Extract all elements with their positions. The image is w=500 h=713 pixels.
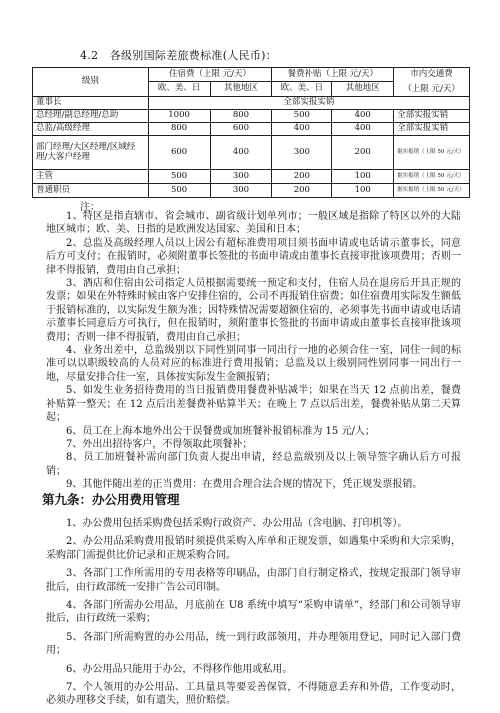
lodging-other: 300 — [210, 170, 272, 184]
note-item: 8、员工加班餐补需向部门负责人提出申请，经总监级别及以上领导签字确认后方可报销； — [46, 452, 461, 477]
note-item: 4、业务出差中，总监级别以下同性别同事一同出行一地的必须合住一室，同住一间的标准可以以职级较高的人员对应的标准进行费用报销；总监及以上级别同性别同事一同出行一地，尽量安排合住一室，具体按实际发生金额报销； — [46, 345, 461, 383]
lodging-euro: 1000 — [148, 110, 210, 123]
transport: 据实报销（上限 50 元/天） — [394, 136, 470, 170]
row-level: 部门经理/大区经理/区域经理/大客户经理 — [33, 136, 149, 170]
chairman-level: 董事长 — [33, 97, 149, 110]
lodging-other: 800 — [210, 110, 272, 123]
office-item: 6、办公用品只能用于办公，不得移作他用或私用。 — [66, 663, 293, 675]
header-lodging: 住宿费（上限 元/天） — [148, 68, 272, 82]
office-item: 5、各部门所需购置的办公用品，统一到行政部领用，并办理领用登记，同时记入部门费用； — [46, 631, 461, 657]
lodging-euro: 500 — [148, 184, 210, 198]
lodging-other: 400 — [210, 136, 272, 170]
lodging-euro: 500 — [148, 170, 210, 184]
table-row — [33, 170, 470, 184]
lodging-other: 600 — [210, 123, 272, 136]
transport: 全部实报实销 — [394, 123, 470, 136]
section-title: 4.2 各级别国际差旅费标准(人民币)： — [80, 49, 278, 62]
row-level: 总经理/副总经理/总助 — [33, 110, 149, 123]
note-item: 5、如发生业务招待费用的当日报销费用餐费补贴减半；如果在当天 12 点前出差，餐费补贴算一整天；在 12 点后出差餐费补贴算半天；在晚上 7 点以后出差，餐费补贴从第二天算起； — [46, 385, 461, 424]
meal-other: 200 — [332, 136, 394, 170]
meal-euro: 400 — [272, 123, 332, 136]
header-transport-title: 市内交通费 — [410, 68, 453, 79]
note-item: 3、酒店和住宿由公司指定人员根据需要统一预定和支付，住宿人员在退房后开具正规的发票；如果在外特殊时候由客户安排住宿的，公司不再报销住宿费；如住宿费用实际发生额低于报销标准的，以实际发生额为准；因特殊情况需要超额住宿的，必须事先书面申请或电话请示董事长同意后方可执行，但在报销时，须附董事长签批的书面申请或由董事长直接审批该项费用；否则一律不得报销，费用由自己承担； — [46, 278, 461, 343]
section-heading: 第九条：办公用费用管理 — [42, 492, 180, 507]
row-level: 普通职员 — [33, 184, 149, 198]
meal-other: 400 — [332, 123, 394, 136]
travel-rate-table — [32, 67, 470, 198]
office-item: 4、各部门所需办公用品，月底前在 U8 系统中填写“采购申请单”，经部门和公司领导审批后，由行政统一采购； — [46, 600, 461, 625]
office-item: 1、办公费用包括采购费包括采购行政资产、办公用品（含电脑、打印机等）。 — [66, 518, 408, 529]
table-row — [33, 110, 470, 123]
transport: 全部实报实销 — [394, 110, 470, 123]
notes-list — [46, 210, 461, 492]
meal-euro: 300 — [272, 136, 332, 170]
chairman-span: 全部实报实销 — [148, 97, 469, 110]
sub-meal-euro: 欧、美、日 — [272, 82, 332, 97]
lodging-euro: 600 — [148, 136, 210, 170]
row-level: 主管 — [33, 170, 149, 184]
transport: 据实报销（上限 50 元/天） — [394, 184, 470, 198]
note-item: 9、其他伴随出差的正当费用：在费用合理合法合规的情况下，凭正规发票报销。 — [66, 479, 423, 491]
row-level: 总监/高级经理 — [33, 123, 149, 136]
sub-lodging-other: 其他地区 — [210, 82, 272, 97]
meal-euro: 500 — [272, 110, 332, 123]
note-item: 2、总监及高级经理人员以上因公有超标准费用项目须书面申请或电话请示董事长，同意后方可支付；在报销时，必须附董事长签批的书面申请或由董事长直接审批该项费用；否则一律不得报销，费用由自己承担； — [46, 237, 461, 276]
lodging-euro: 800 — [148, 123, 210, 136]
note-item: 6、员工在上海本地外出公干误餐费或加班餐补报销标准为 15 元/人； — [66, 425, 375, 437]
meal-euro: 200 — [272, 170, 332, 184]
lodging-other: 300 — [210, 184, 272, 198]
office-item: 3、各部门工作所需用的专用表格等印刷品，由部门自行制定格式，按规定报部门领导审批后，由行政部统一安排广告公司印制。 — [46, 568, 461, 593]
meal-other: 400 — [332, 110, 394, 123]
meal-other: 100 — [332, 184, 394, 198]
header-meal: 餐费补贴（上限 元/天） — [272, 68, 394, 82]
header-transport — [394, 68, 470, 97]
meal-other: 100 — [332, 170, 394, 184]
note-item: 1、特区是指直辖市、省会城市、副省级计划单列市；一般区域是指除了特区以外的大陆地区城市；欧、美、日指的是欧洲发达国家、美国和日本； — [46, 211, 461, 236]
meal-euro: 200 — [272, 184, 332, 198]
table-row — [33, 184, 470, 198]
note-item: 7、外出出招待客户，不得领取此项餐补； — [66, 438, 253, 450]
sub-meal-other: 其他地区 — [332, 82, 394, 97]
sub-lodging-euro: 欧、美、日 — [148, 82, 210, 97]
table-row — [33, 136, 470, 170]
header-transport-unit: （上限 元/天） — [403, 83, 460, 94]
office-item: 2、办公用品采购费用报销时须提供采购入库单和正规发票，如遇集中采购和大宗采购，采购部门需提供比价记录和正规采购合同。 — [46, 536, 461, 561]
office-expense-list — [46, 517, 461, 713]
table-row — [33, 123, 470, 136]
office-item: 7、个人领用的办公用品、工具量具等要妥善保管，不得随意丢弃和外借，工作变动时，必须办理移交手续，如有遗失，照价赔偿。 — [46, 682, 461, 707]
notes-label: 注： — [80, 202, 100, 213]
header-level: 级别 — [33, 68, 149, 97]
transport: 据实报销（上限 50 元/天） — [394, 170, 470, 184]
